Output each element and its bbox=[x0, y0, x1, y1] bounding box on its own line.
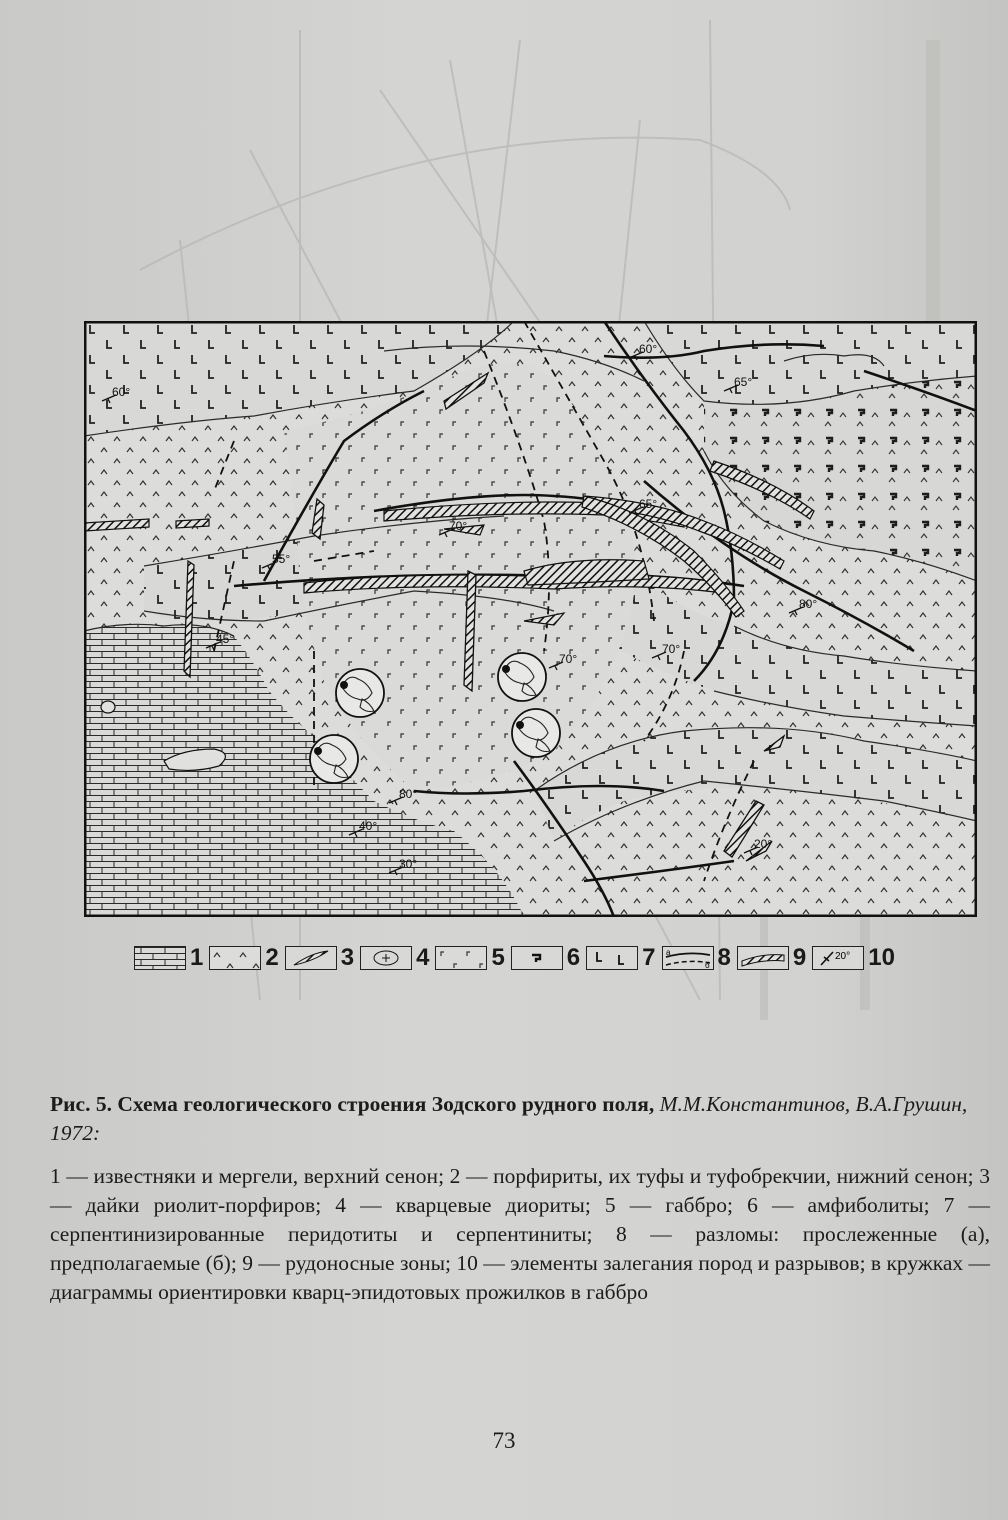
legend-item-6 bbox=[511, 944, 580, 972]
caption-title: Рис. 5. Схема геологического строения Зодского рудного поля, bbox=[50, 1092, 655, 1116]
figure-caption bbox=[50, 1090, 990, 1307]
legend-number: 6 bbox=[566, 944, 581, 971]
dip-label: 20° bbox=[754, 837, 773, 851]
dip-label: 45° bbox=[216, 632, 235, 646]
gabbro-icon bbox=[435, 946, 487, 970]
serpentinite-L-icon bbox=[586, 946, 638, 970]
dip-label: 80° bbox=[399, 787, 418, 801]
dip-label: 65° bbox=[639, 497, 658, 511]
legend-number: 10 bbox=[868, 944, 895, 971]
legend-fault-label-a: а bbox=[665, 948, 670, 957]
caption-authors: М.М.Константинов, В.А.Грушин, 1972: bbox=[50, 1092, 968, 1145]
legend-number: 9 bbox=[792, 944, 807, 971]
legend-item-2 bbox=[209, 944, 278, 972]
legend-number: 3 bbox=[340, 944, 355, 971]
dip-symbol-icon bbox=[812, 946, 864, 970]
fault-lines-icon bbox=[662, 946, 714, 970]
legend-number: 5 bbox=[491, 944, 505, 971]
legend-item-1 bbox=[134, 944, 203, 972]
diagram-maximum bbox=[340, 681, 348, 689]
caption-legend-text: 1 — известняки и мергели, верхний сенон; 2 — порфириты, их туфы и туфобрекчии, нижний сенон; 3 — дайки риолит-порфиров; 4 — кварцевые диориты; 5 — габбро; 6 — амфиболиты; 7 — серпентинизированные перидотиты и серпентиниты; 8 — разломы: прослеженные (а), предполагаемые (б); 9 — рудоносные зоны; 10 — элементы залегания пород и разрывов; в кружках — диаграммы ориентировки кварц-эпидотовых прожилков в габбро bbox=[50, 1164, 990, 1304]
legend-number: 4 bbox=[416, 944, 430, 971]
diagram-maximum bbox=[516, 721, 524, 729]
dip-label: 65° bbox=[734, 375, 753, 389]
dip-label: 70° bbox=[662, 642, 681, 656]
legend-fault-label-b: б bbox=[704, 961, 710, 970]
legend-item-10 bbox=[812, 944, 895, 972]
dip-label: 40° bbox=[359, 819, 378, 833]
dip-label: 80° bbox=[799, 597, 818, 611]
orientation-diagram-circle bbox=[498, 653, 546, 701]
page-number: 73 bbox=[492, 1428, 516, 1453]
legend-item-8 bbox=[662, 944, 731, 972]
legend-item-5 bbox=[435, 944, 504, 972]
dip-label: 70° bbox=[559, 652, 578, 666]
quartz-diorite-plus-icon bbox=[360, 946, 412, 970]
legend-number: 2 bbox=[265, 944, 279, 971]
map-legend bbox=[134, 943, 895, 973]
orientation-diagram-circle bbox=[310, 735, 358, 783]
legend-item-9 bbox=[737, 944, 806, 972]
legend-item-3 bbox=[285, 944, 354, 972]
diagram-maximum bbox=[502, 665, 510, 673]
dip-label: 55° bbox=[272, 552, 291, 566]
legend-item-4 bbox=[360, 944, 429, 972]
legend-number: 7 bbox=[642, 944, 656, 971]
orientation-diagram-circle bbox=[336, 669, 384, 717]
dip-label: 60° bbox=[112, 385, 131, 399]
dip-label: 70° bbox=[449, 519, 468, 533]
diagram-maximum bbox=[314, 747, 322, 755]
legend-number: 1 bbox=[190, 944, 204, 971]
dike-lens-icon bbox=[285, 946, 337, 970]
dip-label: 30° bbox=[399, 857, 418, 871]
orientation-diagram-circle bbox=[512, 709, 560, 757]
amphibolite-icon bbox=[511, 946, 563, 970]
geologic-map bbox=[84, 321, 977, 917]
legend-number: 8 bbox=[717, 944, 731, 971]
legend-item-7 bbox=[586, 944, 655, 972]
ore-zone-hatch-icon bbox=[737, 946, 789, 970]
legend-dip-label: 20° bbox=[835, 951, 851, 962]
limestone-bricks-icon bbox=[134, 946, 186, 970]
geologic-map-svg bbox=[84, 321, 977, 917]
porphyrite-carets-icon bbox=[209, 946, 261, 970]
dip-label: 60° bbox=[639, 342, 658, 356]
